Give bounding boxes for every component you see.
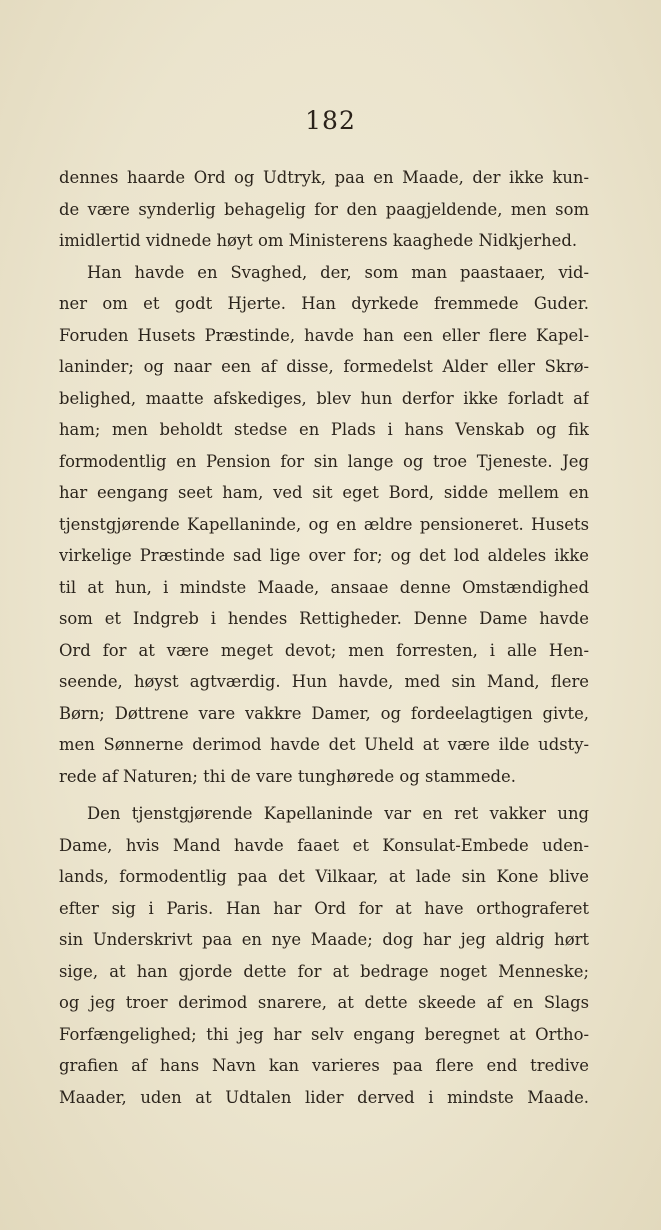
text-line: ner om et godt Hjerte. Han dyrkede fremmede Guder. <box>59 294 589 313</box>
text-line: formodentlig en Pension for sin lange og troe Tjeneste. Jeg <box>59 451 589 471</box>
text-line: lands, formodentlig paa det Vilkaar, at lade sin Kone blive <box>59 867 589 886</box>
text-line: har eengang seet ham, ved sit eget Bord, sidde mellem en <box>59 483 589 502</box>
text-line: grafien af hans Navn kan varieres paa flere end tredive <box>59 1056 589 1075</box>
text-line: Ord for at være meget devot; men forresten, i alle Hen- <box>59 640 589 660</box>
text-line: og jeg troer derimod snarere, at dette skeede af en Slags <box>59 993 589 1012</box>
text-line: Forfængelighed; thi jeg har selv engang beregnet at Ortho- <box>59 1024 589 1044</box>
text-line: efter sig i Paris. Han har Ord for at have orthograferet <box>59 898 589 918</box>
text-line: Børn; Døttrene vare vakkre Damer, og fordeelagtigen givte, <box>59 703 589 723</box>
text-line: rede af Naturen; thi de vare tunghørede og stammede. <box>59 766 516 786</box>
text-line: Den tjenstgjørende Kapellaninde var en ret vakker ung <box>87 804 589 823</box>
text-line: sige, at han gjorde dette for at bedrage noget Menneske; <box>59 961 589 981</box>
text-line: virkelige Præstinde sad lige over for; og det lod aldeles ikke <box>59 546 589 565</box>
text-line: men Sønnerne derimod havde det Uheld at være ilde udsty- <box>59 735 589 754</box>
text-line: sin Underskrivt paa en nye Maade; dog har jeg aldrig hørt <box>59 930 589 949</box>
text-line: Han havde en Svaghed, der, som man paastaaer, vid- <box>87 262 589 282</box>
text-line: dennes haarde Ord og Udtryk, paa en Maade, der ikke kun- <box>59 168 589 187</box>
page-number: 182 <box>305 106 356 135</box>
text-line: Maader, uden at Udtalen lider derved i mindste Maade. <box>59 1087 589 1107</box>
text-line: som et Indgreb i hendes Rettigheder. Denne Dame havde <box>59 609 589 628</box>
text-line: de være synderlig behagelig for den paagjeldende, men som <box>59 199 589 219</box>
text-line: imidlertid vidnede høyt om Ministerens kaaghede Nidkjerhed. <box>59 231 578 250</box>
text-line: tjenstgjørende Kapellaninde, og en ældre pensioneret. Husets <box>59 514 589 534</box>
text-line: laninder; og naar een af disse, formedelst Alder eller Skrø- <box>59 357 589 376</box>
text-line: belighed, maatte afskediges, blev hun derfor ikke forladt af <box>59 388 589 408</box>
text-line: ham; men beholdt stedse en Plads i hans Venskab og fik <box>59 420 589 439</box>
text-line: Foruden Husets Præstinde, havde han een eller flere Kapel- <box>59 325 589 345</box>
text-line: Dame, hvis Mand havde faaet et Konsulat-Embede uden- <box>59 835 589 855</box>
body-text <box>59 162 589 1113</box>
text-line: til at hun, i mindste Maade, ansaae denne Omstændighed <box>59 577 589 597</box>
text-line: seende, høyst agtværdig. Hun havde, med sin Mand, flere <box>59 672 589 691</box>
